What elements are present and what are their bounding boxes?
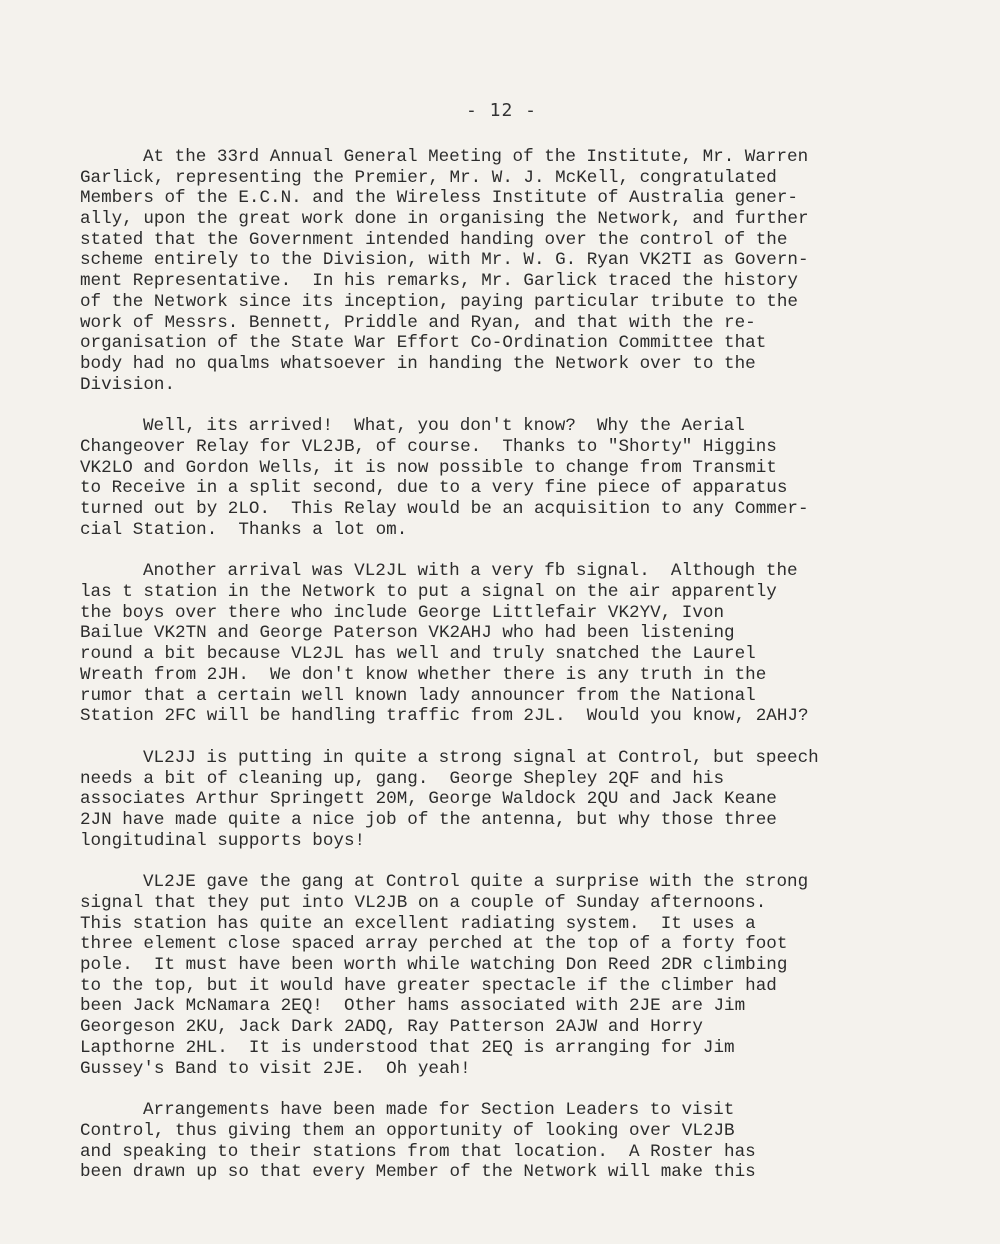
text-line: Georgeson 2KU, Jack Dark 2ADQ, Ray Patterson 2AJW and Horry <box>80 1017 703 1038</box>
text-line: Changeover Relay for VL2JB, of course. Thanks to "Shorty" Higgins <box>80 436 777 457</box>
text-line: Lapthorne 2HL. It is understood that 2EQ is arranging for Jim <box>80 1037 735 1058</box>
text-line: signal that they put into VL2JB on a couple of Sunday afternoons. <box>80 893 767 913</box>
text-line: to the top, but it would have greater spectacle if the climber had <box>80 975 777 996</box>
text-line: associates Arthur Springett 20M, George Waldock 2QU and Jack Keane <box>80 789 777 810</box>
text-line: to Receive in a split second, due to a very fine piece of apparatus <box>80 478 788 499</box>
text-line: of the Network since its inception, paying particular tribute to the <box>80 291 798 312</box>
text-line: longitudinal supports boys! <box>80 830 366 851</box>
text-line: needs a bit of cleaning up, gang. George Shepley 2QF and his <box>80 768 725 789</box>
text-line: 2JN have made quite a nice job of the antenna, but why those three <box>80 809 777 830</box>
text-line: Wreath from 2JH. We don't know whether there is any truth in the <box>80 664 767 685</box>
page-number: - 12 - <box>466 100 538 121</box>
text-line: and speaking to their stations from that location. A Roster has <box>80 1141 756 1162</box>
paragraph <box>80 561 950 727</box>
text-line: pole. It must have been worth while watching Don Reed 2DR climbing <box>80 955 788 976</box>
text-line: organisation of the State War Effort Co-Ordination Committee that <box>80 333 767 354</box>
document-body <box>80 147 950 1204</box>
text-line: Garlick, representing the Premier, Mr. W. J. McKell, congratulated <box>80 167 777 188</box>
text-line: round a bit because VL2JL has well and truly snatched the Laurel <box>80 644 756 665</box>
text-line: turned out by 2LO. This Relay would be an acquisition to any Commer- <box>80 499 809 519</box>
text-line: been drawn up so that every Member of the Network will make this <box>80 1162 756 1183</box>
text-line: Another arrival was VL2JL with a very fb signal. Although the <box>143 561 798 582</box>
text-line: cial Station. Thanks a lot om. <box>80 519 408 540</box>
text-line: stated that the Government intended handing over the control of the <box>80 229 788 250</box>
text-line: ment Representative. In his remarks, Mr. Garlick traced the history <box>80 271 798 292</box>
paragraph <box>80 748 950 851</box>
text-line: VL2JE gave the gang at Control quite a surprise with the strong <box>143 872 809 893</box>
text-line: las t station in the Network to put a signal on the air apparently <box>80 582 777 603</box>
paragraph <box>80 872 950 1079</box>
text-line: scheme entirely to the Division, with Mr. W. G. Ryan VK2TI as Govern- <box>80 250 809 271</box>
text-line: three element close spaced array perched at the top of a forty foot <box>80 934 788 955</box>
text-line: Arrangements have been made for Section Leaders to visit <box>143 1100 735 1121</box>
text-line: rumor that a certain well known lady announcer from the National <box>80 685 756 706</box>
text-line: Gussey's Band to visit 2JE. Oh yeah! <box>80 1058 471 1079</box>
text-line: VL2JJ is putting in quite a strong signal at Control, but speech <box>143 747 819 768</box>
text-line: At the 33rd Annual General Meeting of the Institute, Mr. Warren <box>143 147 809 167</box>
text-line: Station 2FC will be handling traffic from 2JL. Would you know, 2AHJ? <box>80 706 809 727</box>
text-line: Bailue VK2TN and George Paterson VK2AHJ who had been listening <box>80 623 735 644</box>
text-line: the boys over there who include George Littlefair VK2YV, Ivon <box>80 602 725 623</box>
text-line: work of Messrs. Bennett, Priddle and Ryan, and that with the re- <box>80 312 756 333</box>
text-line: been Jack McNamara 2EQ! Other hams associated with 2JE are Jim <box>80 996 746 1017</box>
paragraph <box>80 416 950 540</box>
paragraph <box>80 1100 950 1183</box>
text-line: body had no qualms whatsoever in handing the Network over to the <box>80 353 756 374</box>
paragraph <box>80 147 950 395</box>
text-line: ally, upon the great work done in organising the Network, and further <box>80 209 809 230</box>
text-line: Control, thus giving them an opportunity of looking over VL2JB <box>80 1120 735 1141</box>
text-line: Members of the E.C.N. and the Wireless Institute of Australia gener- <box>80 188 798 209</box>
text-line: VK2LO and Gordon Wells, it is now possible to change from Transmit <box>80 457 777 478</box>
text-line: Division. <box>80 374 176 395</box>
text-line: This station has quite an excellent radiating system. It uses a <box>80 913 756 934</box>
text-line: Well, its arrived! What, you don't know? Why the Aerial <box>143 416 745 437</box>
